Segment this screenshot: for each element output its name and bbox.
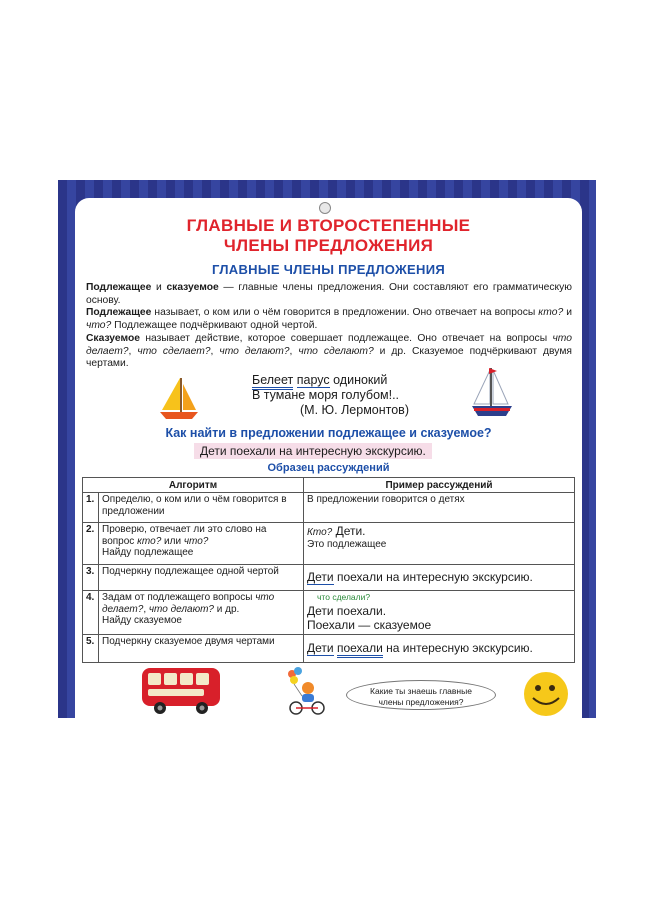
bubble-line-1: Какие ты знаешь главные [370,686,472,696]
column-header-example: Пример рассуждений [304,478,575,493]
question-note: что сделали? [317,592,371,602]
step-number: 3. [83,565,99,591]
term-subject: Подлежащее [86,282,152,293]
table-row [83,565,575,591]
section-subtitle: ГЛАВНЫЕ ЧЛЕНЫ ПРЕДЛОЖЕНИЯ [211,262,445,277]
step-example [304,565,575,591]
text: называет, о ком или о чём говорится в предложении. Оно отвечает на вопросы [151,307,539,318]
title-line-1: ГЛАВНЫЕ И ВТОРОСТЕПЕННЫЕ [186,216,471,235]
example-word: Дети. [332,524,366,538]
question-word: что сделает? [137,345,211,357]
table-header-row [83,478,575,493]
separator: , [128,345,138,357]
poem-author: (М. Ю. Лермонтов) [300,403,409,417]
subject-word: парус [296,373,330,387]
step-example [304,591,575,635]
text: и [151,282,167,293]
text: поехали на интересную экскурсию. [333,569,533,584]
example-line: Дети поехали. [307,603,387,618]
text: и др. Сказуемое подчёркивают двумя чертами. [86,345,572,369]
poem-excerpt [252,373,409,418]
step-number: 4. [83,591,99,635]
question-word: что делают? [219,345,290,357]
step-text [99,523,304,565]
column-header-algorithm: Алгоритм [83,478,304,493]
hanging-hole [319,202,331,214]
step-example [304,523,575,565]
step-text [99,591,304,635]
intro-paragraph-3 [86,333,572,371]
table-row [83,523,575,565]
step-text: Определю, о ком или о чём говорится в предложении [99,493,304,523]
text: Найду подлежащее [102,547,194,558]
predicate-word: Белеет [252,373,293,390]
predicate-word: поехали [337,641,383,658]
table-row [83,591,575,635]
intro-paragraph-1 [86,282,572,307]
text: и [563,307,572,318]
question-word: что? [183,535,209,547]
step-number: 2. [83,523,99,565]
title-line-2: ЧЛЕНЫ ПРЕДЛОЖЕНИЯ [223,236,434,255]
poem-line-1 [252,373,409,388]
speech-bubble [346,680,496,710]
separator: , [289,345,299,357]
term-subject: Подлежащее [86,307,152,318]
question-word: что сделают? [298,345,374,357]
example-sentence: Дети поехали на интересную экскурсию. [194,443,432,459]
text: и др. [213,603,240,615]
step-example: В предложении говорится о детях [304,493,575,523]
question-word: кто? [538,307,564,318]
text: называет действие, которое совершает подлежащее. Оно отвечает на вопросы [139,333,553,344]
bus-illustration [138,664,224,716]
term-predicate: сказуемое [166,282,219,293]
intro-paragraph-2 [86,307,572,332]
term-predicate: Сказуемое [86,333,140,344]
text: — главные члены предложения. Они составляют его грамматическую основу. [86,282,572,306]
question-word: кто? [137,535,162,547]
section-question: Как найти в предложении подлежащее и сказуемое? [165,426,492,440]
text: , [143,603,149,615]
algorithm-table [82,477,575,663]
page-title [75,216,582,256]
question-word: что делает? [102,592,275,615]
step-number: 1. [83,493,99,523]
question-word: что делает? [86,333,572,357]
text: Проверю, отвечает ли это слово на вопрос [102,524,267,547]
step-text: Подчеркну сказуемое двумя чертами [99,635,304,663]
text: Это подлежащее [307,538,387,550]
question-word: Кто? [307,527,333,538]
smiley-icon [518,668,574,718]
text: или [161,535,184,547]
step-number: 5. [83,635,99,663]
question-word: что делают? [148,603,214,615]
sailboat-illustration [158,376,200,420]
text: Найду сказуемое [102,615,182,626]
subject-word: Дети [307,640,334,655]
bubble-line-2: члены предложения? [378,697,464,707]
step-example [304,635,575,663]
subject-word: Дети [307,569,334,584]
text: одинокий [329,373,388,387]
table-row [83,493,575,523]
example-line: Поехали — сказуемое [307,617,432,632]
step-text: Подчеркну подлежащее одной чертой [99,565,304,591]
sailboat-illustration [470,366,514,420]
poem-line-2: В тумане моря голубом!.. [252,388,400,402]
text: Задам от подлежащего вопросы [102,592,256,603]
text: Подлежащее подчёркивают одной чертой. [111,319,318,331]
sample-title: Образец рассуждений [267,462,390,474]
table-row [83,635,575,663]
separator: , [210,345,220,357]
fox-bicycle-illustration [284,666,328,716]
text: на интересную экскурсию. [382,640,533,655]
question-word: что? [86,319,112,331]
